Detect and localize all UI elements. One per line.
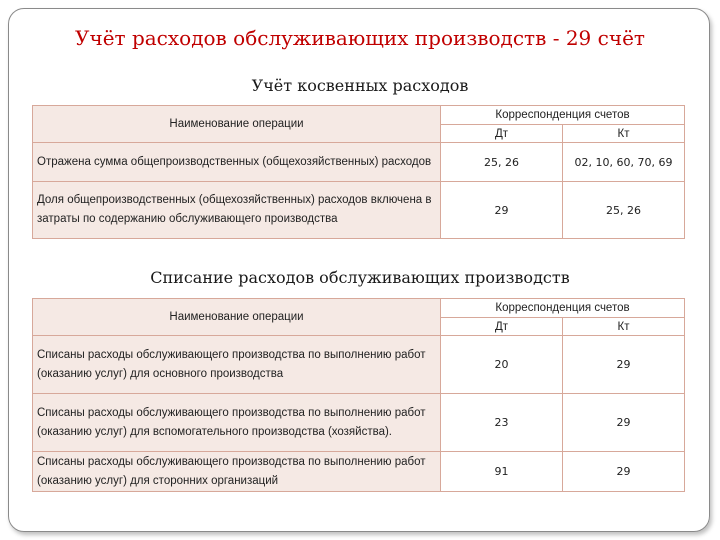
operation-name: Доля общепроизводственных (общехозяйственных) расходов включена в затраты по содержанию обслуживающего производства bbox=[33, 182, 441, 239]
credit-value: 29 bbox=[563, 394, 685, 452]
debit-value: 29 bbox=[441, 182, 563, 239]
section-heading-indirect-costs: Учёт косвенных расходов bbox=[251, 76, 469, 95]
table-row bbox=[33, 143, 685, 182]
debit-value: 23 bbox=[441, 394, 563, 452]
credit-value: 29 bbox=[563, 336, 685, 394]
slide-title: Учёт расходов обслуживающих производств - 29 счёт bbox=[75, 26, 645, 50]
operation-name: Отражена сумма общепроизводственных (общехозяйственных) расходов bbox=[33, 143, 441, 182]
header-credit: Кт bbox=[563, 318, 685, 336]
section-heading-service-write-off: Списание расходов обслуживающих производств bbox=[150, 268, 570, 287]
header-debit: Дт bbox=[441, 125, 563, 143]
credit-value: 25, 26 bbox=[563, 182, 685, 239]
header-debit: Дт bbox=[441, 318, 563, 336]
table-row bbox=[33, 182, 685, 239]
credit-value: 29 bbox=[563, 452, 685, 492]
header-correspondence: Корреспонденция счетов bbox=[441, 299, 685, 318]
operation-name: Списаны расходы обслуживающего производства по выполнению работ (оказанию услуг) для вспомогательного производства (хозяйства). bbox=[33, 394, 441, 452]
operation-name: Списаны расходы обслуживающего производства по выполнению работ (оказанию услуг) для сторонних организаций bbox=[33, 452, 441, 492]
credit-value: 02, 10, 60, 70, 69 bbox=[563, 143, 685, 182]
debit-value: 25, 26 bbox=[441, 143, 563, 182]
header-credit: Кт bbox=[563, 125, 685, 143]
indirect-costs-table bbox=[32, 105, 685, 239]
table-row bbox=[33, 394, 685, 452]
operation-name: Списаны расходы обслуживающего производства по выполнению работ (оказанию услуг) для основного производства bbox=[33, 336, 441, 394]
header-operation-name: Наименование операции bbox=[33, 106, 441, 143]
header-operation-name: Наименование операции bbox=[33, 299, 441, 336]
write-off-table bbox=[32, 298, 685, 492]
table-row bbox=[33, 452, 685, 492]
table-row bbox=[33, 336, 685, 394]
debit-value: 20 bbox=[441, 336, 563, 394]
debit-value: 91 bbox=[441, 452, 563, 492]
header-correspondence: Корреспонденция счетов bbox=[441, 106, 685, 125]
